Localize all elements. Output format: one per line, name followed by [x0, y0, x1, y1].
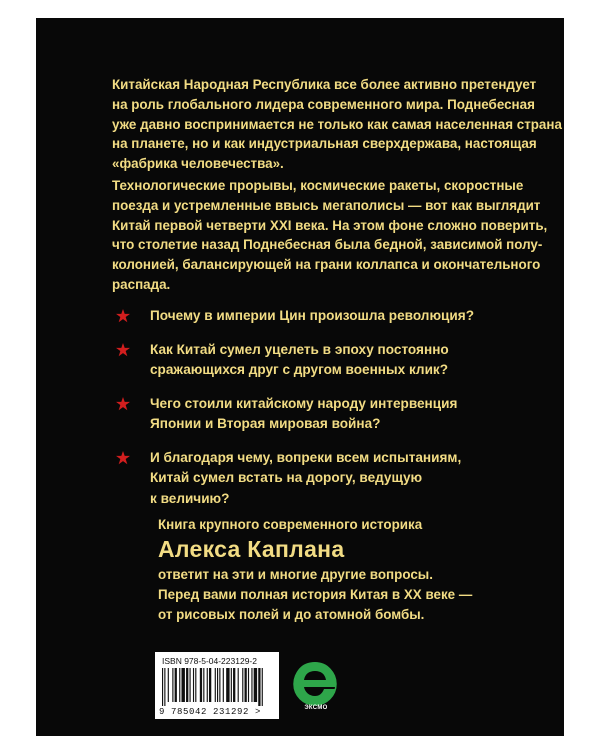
barcode-bar: [258, 668, 260, 706]
text-line: на планете, но и как индустриальная сверхдержава, настоящая: [112, 136, 537, 152]
text-line: Японии и Вторая мировая война?: [150, 416, 381, 432]
barcode-bar: [179, 668, 180, 702]
closing-intro: [158, 515, 538, 535]
text-line: Чего стоили китайскому народу интервенция: [150, 396, 458, 411]
barcode-bar: [200, 668, 202, 702]
barcode-box: [155, 652, 279, 719]
question-text: [150, 448, 461, 509]
barcode-bar: [217, 668, 218, 702]
author-name: [158, 533, 538, 565]
barcode-bar: [223, 668, 224, 702]
publisher-name: ЭКСМО: [304, 705, 328, 711]
barcode-bar: [172, 668, 173, 702]
barcode-bar: [226, 668, 229, 702]
barcode-bar: [193, 668, 194, 702]
text-line: Как Китай сумел уцелеть в эпоху постоянно: [150, 342, 449, 357]
red-star-icon: [116, 343, 130, 357]
barcode-bar: [175, 668, 177, 702]
barcode-bar: [207, 668, 208, 702]
barcode-icon: [162, 668, 272, 706]
barcode-bar: [209, 668, 211, 702]
closing-text: [158, 565, 538, 625]
barcode-bar: [251, 668, 252, 702]
text-line: «фабрика человечества».: [112, 156, 284, 172]
text-line: Китайская Народная Республика все более активно претендует: [112, 77, 537, 92]
text-line: уже давно воспринимается не только как самая населенная страна: [112, 116, 562, 132]
text-line: И благодаря чему, вопреки всем испытаниям,: [150, 450, 462, 465]
barcode-bar: [242, 668, 243, 702]
text-line: Алекса Каплана: [158, 536, 345, 562]
barcode-bar: [190, 668, 191, 702]
text-line: к величию?: [150, 490, 230, 506]
barcode-digits: 9 785042 231292 >: [159, 707, 262, 717]
text-line: Перед вами полная история Китая в XX веке —: [158, 587, 473, 602]
text-line: колонией, балансирующей на грани коллапса и окончательного: [112, 257, 541, 273]
barcode-bar: [219, 668, 220, 702]
barcode-bar: [238, 668, 239, 702]
intro-paragraph-2: [112, 176, 552, 295]
barcode-bar: [245, 668, 247, 702]
question-text: [150, 340, 449, 381]
barcode-bar: [262, 668, 263, 706]
barcode-bar: [162, 668, 163, 706]
text-line: Технологические прорывы, космические ракеты, скоростные: [112, 178, 524, 193]
red-star-icon: [116, 397, 130, 411]
barcode-bar: [181, 668, 184, 702]
text-line: Китай сумел встать на дорогу, ведущую: [150, 470, 423, 486]
text-line: Книга крупного современного историка: [158, 517, 423, 532]
barcode-bar: [231, 668, 232, 702]
question-text: [150, 306, 474, 326]
text-line: поезда и устремленные ввысь мегаполисы — вот как выглядит: [112, 197, 541, 213]
text-line: от рисовых полей и до атомной бомбы.: [158, 607, 425, 622]
red-star-icon: [116, 451, 130, 465]
text-line: распада.: [112, 276, 171, 292]
text-line: Почему в империи Цин произошла революция?: [150, 308, 475, 323]
intro-paragraph-1: [112, 75, 562, 174]
barcode-bar: [164, 668, 165, 706]
text-line: на роль глобального лидера современного мира. Поднебесная: [112, 96, 535, 112]
barcode-bar: [254, 668, 257, 702]
barcode-bar: [195, 668, 196, 702]
barcode-bar: [168, 668, 169, 702]
red-star-icon: [116, 309, 130, 323]
text-line: сражающихся друг с другом военных клик?: [150, 362, 449, 378]
text-line: что столетие назад Поднебесная была бедной, зависимой полу-: [112, 237, 543, 253]
isbn-label: ISBN 978-5-04-223129-2: [162, 656, 257, 666]
barcode-bar: [215, 668, 216, 702]
barcode-bar: [233, 668, 235, 702]
text-line: ответит на эти и многие другие вопросы.: [158, 567, 433, 582]
barcode-bar: [186, 668, 188, 702]
barcode-bar: [248, 668, 249, 702]
text-line: Китай первой четверти XXI века. На этом фоне сложно поверить,: [112, 217, 548, 233]
question-text: [150, 394, 457, 435]
barcode-bar: [203, 668, 204, 702]
